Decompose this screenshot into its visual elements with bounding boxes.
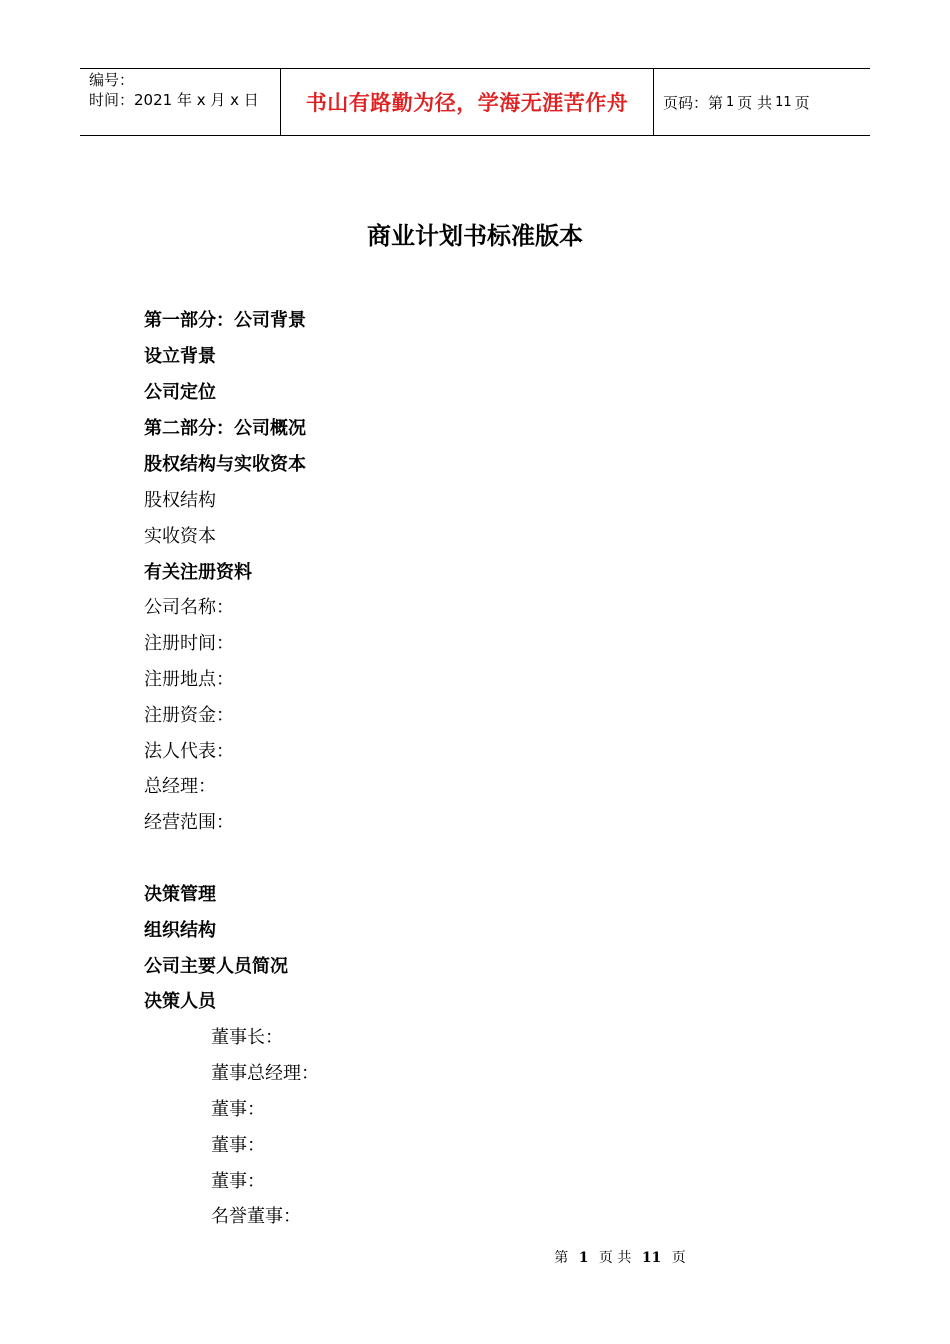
header-page-suffix: 页 [794,93,810,112]
field-label: 董事： [211,1135,265,1156]
page-header [80,68,870,136]
body-line: 股权结构 [144,490,216,511]
subsection-heading: 股权结构与实收资本 [144,454,306,475]
subsection-heading: 组织结构 [144,920,216,941]
header-page-info [654,69,870,135]
field-label: 董事： [211,1099,265,1120]
field-label: 法人代表： [144,741,234,762]
document-number-label: 编号： [89,71,135,89]
header-page-mid: 页 共 [737,93,773,112]
subsection-heading: 决策人员 [144,991,216,1012]
field-label: 公司名称： [144,597,234,618]
field-label: 注册地点： [144,669,234,690]
subsection-heading: 决策管理 [144,884,216,905]
footer-prefix: 第 [554,1250,569,1266]
body-line: 实收资本 [144,526,216,547]
field-label: 总经理： [144,776,216,797]
subsection-heading: 公司定位 [144,382,216,403]
field-label: 董事长： [211,1027,283,1048]
header-page-current: 1 [726,94,735,110]
page-footer [0,1247,950,1267]
header-page-prefix: 页码：第 [663,93,724,112]
field-label: 董事总经理： [211,1063,319,1084]
document-title: 商业计划书标准版本 [367,221,583,250]
header-info-cell [80,69,281,135]
field-label: 名誉董事： [211,1206,301,1227]
section-heading: 第二部分：公司概况 [144,418,306,439]
footer-page-current: 1 [578,1250,589,1266]
footer-suffix: 页 [671,1250,686,1266]
footer-page-total: 11 [641,1250,662,1266]
section-heading: 第一部分：公司背景 [144,310,306,331]
subsection-heading: 有关注册资料 [144,562,252,583]
header-page-total: 11 [775,94,792,110]
field-label: 注册时间： [144,633,234,654]
subsection-heading: 设立背景 [144,346,216,367]
field-label: 注册资金： [144,705,234,726]
footer-mid: 页 共 [598,1250,632,1266]
subsection-heading: 公司主要人员简况 [144,956,288,977]
header-slogan: 书山有路勤为径，学海无涯苦作舟 [281,69,654,135]
field-label: 经营范围： [144,812,234,833]
document-time-label: 时间：2021 年 x 月 x 日 [89,91,259,109]
field-label: 董事： [211,1171,265,1192]
